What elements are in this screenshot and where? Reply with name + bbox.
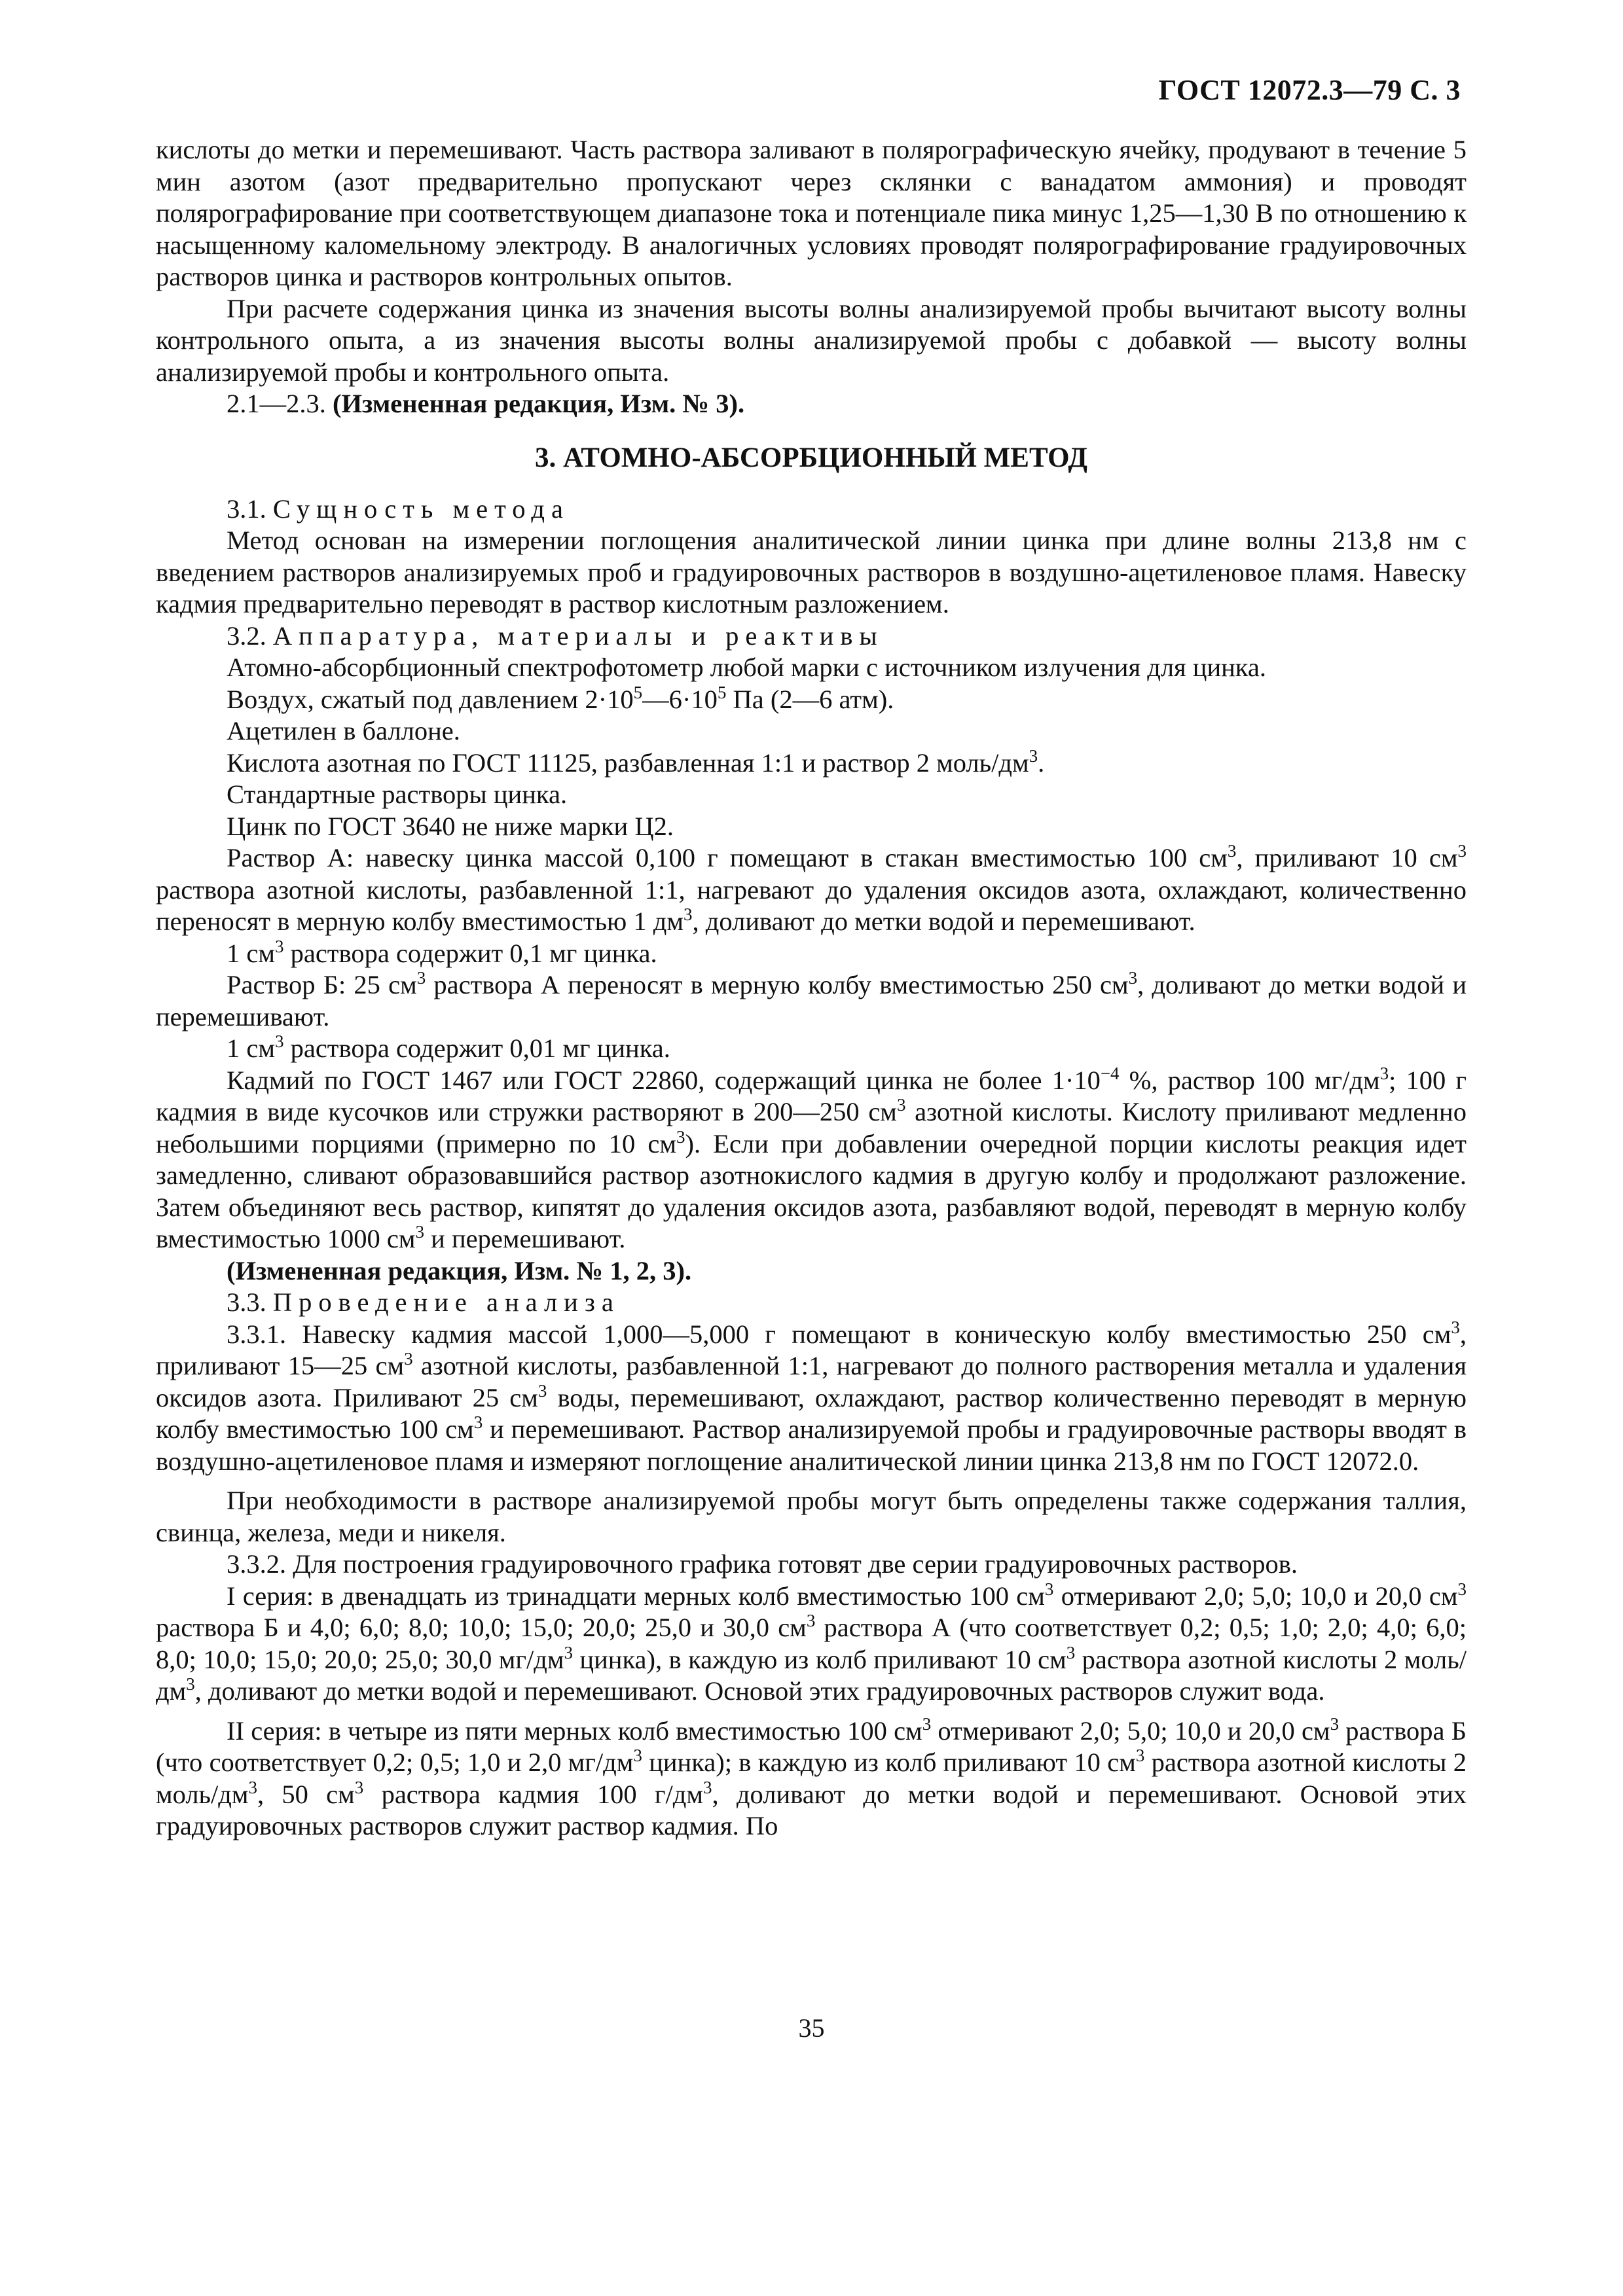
list-item: Кислота азотная по ГОСТ 11125, разбавленная 1:1 и раствор 2 моль/$дм^3$. xyxy=(227,745,1045,778)
paragraph-solution-a: Раствор А: навеску цинка массой 0,100 г помещают в стакан вместимостью 100 $см^3$, приливают 10 $см^3$ раствора азотной кислоты, разбавленной 1:1, нагревают до удаления оксидов азота, охлаждают, количественно переносят в мерную колбу вместимостью 1 $дм^3$, доливают до метки водой и перемешивают. xyxy=(156,841,1467,936)
subsection-heading: 3.2. Аппаратура, материалы и реактивы xyxy=(227,620,884,651)
paragraph-series-1: I серия: в двенадцать из тринадцати мерных колб вместимостью 100 $см^3$ отмеривают 2,0; 5,0; 10,0 и 20,0 $см^3$ раствора Б и 4,0; 6,0; 8,0; 10,0; 15,0; 20,0; 25,0 и 30,0 $см^3$ раствора А (что соответствует 0,2; 0,5; 1,0; 2,0; 4,0; 6,0; 8,0; 10,0; 15,0; 20,0; 25,0; 30,0 $мг/дм^3$ цинка), в каждую из колб приливают 10 $см^3$ раствора азотной кислоты 2 моль/$дм^3$, доливают до метки водой и перемешивают. Основой этих градуировочных растворов служит вода. xyxy=(156,1579,1467,1706)
paragraph: При расчете содержания цинка из значения высоты волны анализируемой пробы вычитают высоту волны контрольного опыта, а из значения высоты волны анализируемой пробы с добавкой — высоту волны анализируемой пробы и контрольного опыта. xyxy=(156,293,1467,387)
list-item: Атомно-абсорбционный спектрофотометр любой марки с источником излучения для цинка. xyxy=(227,653,1266,682)
paragraph-series-2: II серия: в четыре из пяти мерных колб вместимостью 100 $см^3$ отмеривают 2,0; 5,0; 10,0 и 20,0 $см^3$ раствора Б (что соответствует 0,2; 0,5; 1,0 и 2,0 $мг/дм^3$ цинка); в каждую из колб приливают 10 $см^3$ раствора азотной кислоты 2 моль/$дм^3$, 50 $см^3$ раствора кадмия 100 $г/дм^3$, доливают до метки водой и перемешивают. Основой этих градуировочных растворов служит раствор кадмия. По xyxy=(156,1713,1467,1840)
revision-note: 2.1—2.3. (Измененная редакция, Изм. № 3). xyxy=(227,389,745,418)
subsection-heading: 3.1. Сущность метода xyxy=(227,493,570,524)
list-item: Цинк по ГОСТ 3640 не ниже марки Ц2. xyxy=(227,811,674,841)
revision-note: (Измененная редакция, Изм. № 1, 2, 3). xyxy=(227,1255,692,1285)
paragraph: 1 $см^3$ раствора содержит 0,1 мг цинка. xyxy=(227,936,657,968)
page-number: 35 xyxy=(798,2013,825,2043)
list-item: Стандартные растворы цинка. xyxy=(227,780,568,809)
paragraph: 1 $см^3$ раствора содержит 0,01 мг цинка. xyxy=(227,1031,670,1063)
paragraph-solution-b: Раствор Б: 25 $см^3$ раствора А переносят в мерную колбу вместимостью 250 $см^3$, доливают до метки водой и перемешивают. xyxy=(156,968,1467,1031)
list-item: Воздух, сжатый под давлением $2\cdot 10^5—6\cdot 10^5$ Па (2—6 атм). xyxy=(227,682,894,714)
document-header: ГОСТ 12072.3—79 С. 3 xyxy=(1158,74,1461,106)
document-body xyxy=(156,134,1467,1842)
paragraph: 3.3.2. Для построения градуировочного графика готовят две серии градуировочных растворов. xyxy=(227,1549,1298,1579)
subsection-heading: 3.3. Проведение анализа xyxy=(227,1287,620,1317)
paragraph: 3.3.1. Навеску кадмия массой 1,000—5,000 г помещают в коническую колбу вместимостью 250 $см^3$, приливают 15—25 $см^3$ азотной кислоты, разбавленной 1:1, нагревают до полного растворения металла и удаления оксидов азота. Приливают 25 $см^3$ воды, перемешивают, охлаждают, раствор количественно переводят в мерную колбу вместимостью 100 $см^3$ и перемешивают. Раствор анализируемой пробы и градуировочные растворы вводят в воздушно-ацетиленовое пламя и измеряют поглощение аналитической линии цинка 213,8 нм по ГОСТ 12072.0. xyxy=(156,1317,1467,1476)
section-title: 3. АТОМНО-АБСОРБЦИОННЫЙ МЕТОД xyxy=(535,442,1087,473)
list-item: Ацетилен в баллоне. xyxy=(227,716,460,745)
paragraph: Метод основан на измерении поглощения аналитической линии цинка при длине волны 213,8 нм с введением растворов анализируемых проб и градуировочных растворов в воздушно-ацетиленовое пламя. Навеску кадмия предварительно переводят в раствор кислотным разложением. xyxy=(156,526,1467,619)
paragraph: При необходимости в растворе анализируемой пробы могут быть определены также содержания таллия, свинца, железа, меди и никеля. xyxy=(156,1486,1467,1547)
paragraph: кислоты до метки и перемешивают. Часть раствора заливают в полярографическую ячейку, продувают в течение 5 мин азотом (азот предварительно пропускают через склянки с ванадатом аммония) и проводят полярографирование при соответствующем диапазоне тока и потенциале пика минус 1,25—1,30 В по отношению к насыщенному каломельному электроду. В аналогичных условиях проводят полярографирование градуировочных растворов цинка и растворов контрольных опытов. xyxy=(156,135,1467,291)
paragraph-cadmium: Кадмий по ГОСТ 1467 или ГОСТ 22860, содержащий цинка не более $1\cdot 10^{-4}$ %, раствор 100 $мг/дм^3$; 100 г кадмия в виде кусочков или стружки растворяют в 200—250 $см^3$ азотной кислоты. Кислоту приливают медленно небольшими порциями (примерно по 10 $см^3$). Если при добавлении очередной порции кислоты реакция идет замедленно, сливают образовавшийся раствор азотнокислого кадмия в другую колбу и продолжают разложение. Затем объединяют весь раствор, кипятят до удаления оксидов азота, разбавляют водой, переводят в мерную колбу вместимостью 1000 $см^3$ и перемешивают. xyxy=(156,1063,1467,1253)
